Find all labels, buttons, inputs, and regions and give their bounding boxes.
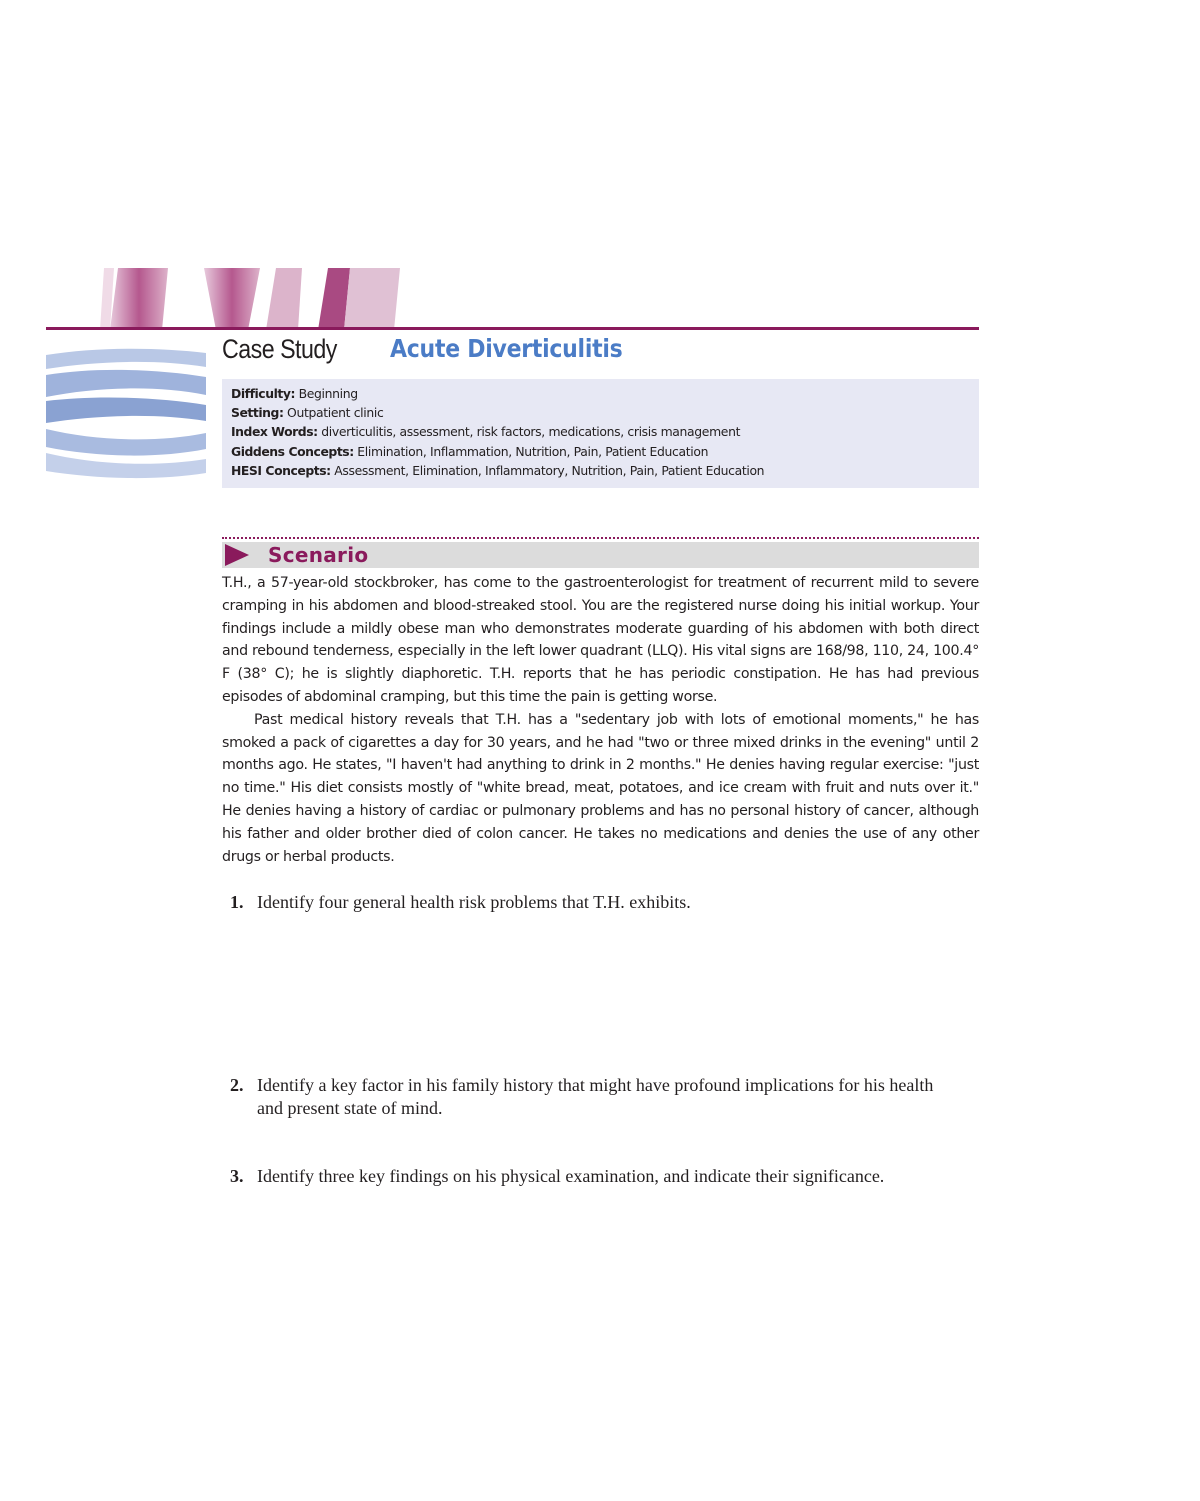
play-arrow-icon (225, 544, 249, 566)
question-text: Identify a key factor in his family history that might have profound implications for his health and present state of mind. (257, 1075, 934, 1118)
metadata-box (222, 379, 979, 488)
question-2 (230, 1074, 960, 1120)
meta-hesi-concepts: HESI Concepts: Assessment, Elimination, Inflammatory, Nutrition, Pain, Patient Education (231, 462, 765, 478)
scenario-paragraph: Past medical history reveals that T.H. has a "sedentary job with lots of emotional moments," he has smoked a pack of cigarettes a day for 30 years, and he had "two or three mixed drinks in the evening" until 2 months ago. He states, "I haven't had anything to drink in 2 months." He denies having regular exercise: "just no time." His diet consists mostly of "white bread, meat, potatoes, and ice cream with fruit and nuts over it." He denies having a history of cardiac or pulmonary problems and has no personal history of cancer, although his father and older brother died of colon cancer. He takes no medications and denies the use of any other drugs or herbal products. (222, 711, 979, 865)
side-wave-graphic (46, 345, 206, 485)
meta-giddens-concepts: Giddens Concepts: Elimination, Inflammation, Nutrition, Pain, Patient Education (231, 443, 709, 459)
dotted-divider (222, 537, 979, 539)
scenario-heading: Scenario (268, 543, 369, 567)
question-text: Identify four general health risk problems that T.H. exhibits. (257, 892, 691, 912)
header-ribbon-graphic (100, 268, 400, 330)
title-row (222, 334, 623, 374)
question-number: 3. (230, 1166, 244, 1186)
question-1 (230, 891, 960, 914)
question-number: 2. (230, 1075, 244, 1095)
scenario-heading-bar (222, 542, 979, 568)
question-3 (230, 1165, 960, 1188)
meta-difficulty: Difficulty: Beginning (231, 386, 358, 401)
top-rule (46, 327, 979, 330)
question-text: Identify three key findings on his physical examination, and indicate their significance. (257, 1166, 885, 1186)
meta-index-words: Index Words: diverticulitis, assessment, risk factors, medications, crisis management (231, 424, 741, 440)
scenario-paragraph: T.H., a 57-year-old stockbroker, has come to the gastroenterologist for treatment of recurrent mild to severe cramping in his abdomen and blood-streaked stool. You are the registered nurse doing his initial workup. Your findings include a mildly obese man who demonstrates moderate guarding of his abdomen with both direct and rebound tenderness, especially in the left lower quadrant (LLQ). His vital signs are 168/98, 110, 24, 100.4° F (38° C); he is slightly diaphoretic. T.H. reports that he has periodic constipation. He has had previous episodes of abdominal cramping, but this time the pain is getting worse. (222, 575, 979, 705)
scenario-text (222, 572, 979, 868)
page-title: Acute Diverticulitis (390, 334, 623, 363)
case-study-label: Case Study (222, 334, 337, 364)
question-number: 1. (230, 892, 244, 912)
meta-setting: Setting: Outpatient clinic (231, 405, 384, 421)
